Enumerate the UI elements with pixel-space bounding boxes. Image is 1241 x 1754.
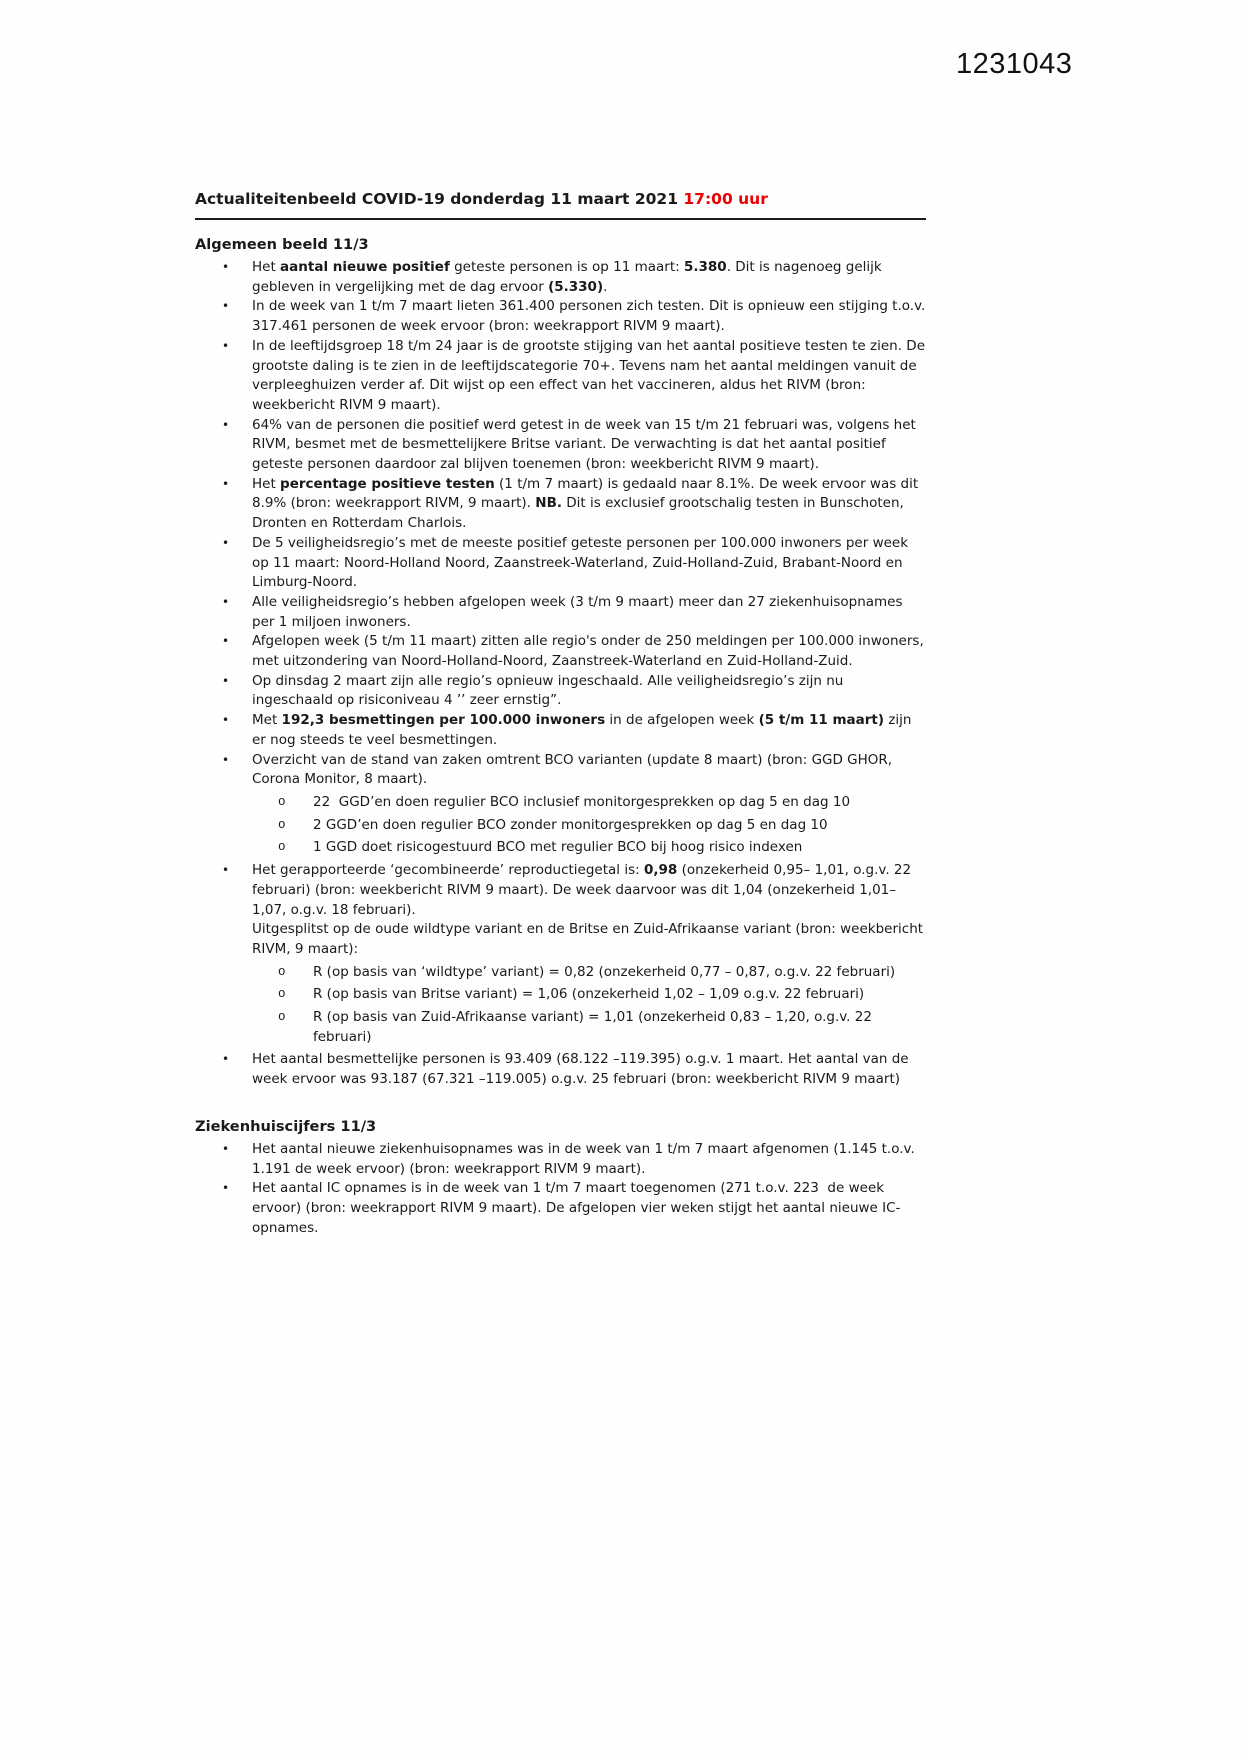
bullet-marker-icon: • (222, 417, 230, 432)
list-item (195, 1140, 926, 1179)
sub-list-item (195, 963, 926, 983)
bullet-marker-icon: • (222, 634, 230, 649)
sub-list-item (195, 838, 926, 858)
list-item-text: 64% van de personen die positief werd getest in de week van 15 t/m 21 februari was, volgens het RIVM, besmet met de besmettelijkere Britse variant. De verwachting is dat het aantal positief geteste personen daardoor zal blijven toenemen (bron: weekbericht RIVM 9 maart). (252, 416, 916, 473)
page-number: 1231043 (956, 48, 1073, 80)
list-item-text: Het aantal besmettelijke personen is 93.409 (68.122 –119.395) o.g.v. 1 maart. Het aantal van de week ervoor was 93.187 (67.321 –119.005) o.g.v. 25 februari (bron: weekbericht RIVM 9 maart) (252, 1051, 909, 1088)
list-item (195, 297, 926, 336)
bullet-marker-icon: • (222, 752, 230, 767)
list-item (195, 1050, 926, 1089)
document-title-text: Actualiteitenbeeld COVID-19 donderdag 11 maart 2021 (195, 190, 684, 208)
list-item-text: Afgelopen week (5 t/m 11 maart) zitten alle regio's onder de 250 meldingen per 100.000 inwoners, met uitzondering van Noord-Holland-Noord, Zaanstreek-Waterland en Zuid-Holland-Zuid. (252, 633, 924, 670)
document-content (195, 190, 926, 1238)
document-sections (195, 235, 926, 1238)
sub-list-item (195, 1008, 926, 1047)
list-item (195, 593, 926, 632)
list-item (195, 416, 926, 475)
list-item-text: Het percentage positieve testen (1 t/m 7 maart) is gedaald naar 8.1%. De week ervoor was dit 8.9% (bron: weekrapport RIVM, 9 maart). NB. Dit is exclusief grootschalig testen in Bunschoten, Dronten en Rotterdam Charlois. (252, 475, 919, 532)
bullet-marker-icon: • (222, 1181, 230, 1196)
bullet-marker-icon: • (222, 260, 230, 274)
bullet-marker-icon: • (222, 338, 230, 353)
bullet-marker-icon: • (222, 594, 230, 609)
list-item (195, 861, 926, 920)
list-item (195, 534, 926, 593)
circle-marker-icon: o (278, 817, 286, 832)
circle-marker-icon: o (278, 794, 286, 809)
bullet-marker-icon: • (222, 476, 230, 491)
list-item-text: De 5 veiligheidsregio’s met de meeste positief geteste personen per 100.000 inwoners per week op 11 maart: Noord-Holland Noord, Zaanstreek-Waterland, Zuid-Holland-Zuid, Brabant-Noord en Limburg-Noord. (252, 534, 909, 591)
list-item-continuation (195, 920, 926, 959)
list-item (195, 475, 926, 534)
circle-marker-icon: o (278, 840, 286, 855)
list-item (195, 1179, 926, 1238)
list-item-text: Het aantal nieuwe positief geteste personen is op 11 maart: 5.380. Dit is nagenoeg gelijk gebleven in vergelijking met de dag ervoor (5.330). (252, 259, 882, 295)
sub-list-item (195, 793, 926, 813)
list-item (195, 632, 926, 671)
list-item-text: 1 GGD doet risicogestuurd BCO met regulier BCO bij hoog risico indexen (313, 839, 803, 856)
section-heading: Algemeen beeld 11/3 (195, 236, 369, 253)
list-item (195, 258, 926, 297)
bullet-marker-icon: • (222, 673, 230, 688)
bullet-marker-icon: • (222, 863, 230, 878)
sub-list-item (195, 816, 926, 836)
list-item (195, 711, 926, 750)
list-item-text: 22 GGD’en doen regulier BCO inclusief monitorgesprekken op dag 5 en dag 10 (313, 793, 851, 810)
list-item-text: In de week van 1 t/m 7 maart lieten 361.400 personen zich testen. Dit is opnieuw een stijging t.o.v. 317.461 personen de week ervoor (bron: weekrapport RIVM 9 maart). (252, 298, 926, 335)
bullet-marker-icon: • (222, 713, 230, 728)
sub-list-item (195, 985, 926, 1005)
section-heading: Ziekenhuiscijfers 11/3 (195, 1117, 377, 1135)
document-title-time: 17:00 uur (683, 190, 768, 208)
list-item (195, 337, 926, 416)
bullet-marker-icon: • (222, 1141, 230, 1156)
list-item-text: Het aantal IC opnames is in de week van 1 t/m 7 maart toegenomen (271 t.o.v. 223 de week ervoor) (bron: weekrapport RIVM 9 maart). De afgelopen vier weken stijgt het aantal nieuwe IC-opnames. (252, 1180, 901, 1236)
list-item-text: Op dinsdag 2 maart zijn alle regio’s opnieuw ingeschaald. Alle veiligheidsregio’s zijn nu ingeschaald op risiconiveau 4 ’’ zeer ernstig”. (252, 672, 844, 709)
list-item-text: Alle veiligheidsregio’s hebben afgelopen week (3 t/m 9 maart) meer dan 27 ziekenhuisopnames per 1 miljoen inwoners. (252, 593, 903, 630)
list-item (195, 672, 926, 711)
list-item-text: Met 192,3 besmettingen per 100.000 inwoners in de afgelopen week (5 t/m 11 maart) zijn er nog steeds te veel besmettingen. (252, 712, 912, 748)
bullet-marker-icon: • (222, 299, 230, 314)
list-item-text: Overzicht van de stand van zaken omtrent BCO varianten (update 8 maart) (bron: GGD GHOR, Corona Monitor, 8 maart). (252, 751, 893, 788)
list-item-text: R (op basis van Britse variant) = 1,06 (onzekerheid 1,02 – 1,09 o.g.v. 22 februari) (313, 986, 865, 1003)
list-item-text: Uitgesplitst op de oude wildtype variant en de Britse en Zuid-Afrikaanse variant (bron: weekbericht RIVM, 9 maart): (252, 921, 924, 957)
list-item (195, 751, 926, 790)
circle-marker-icon: o (278, 964, 286, 979)
list-item-text: R (op basis van Zuid-Afrikaanse variant) = 1,01 (onzekerheid 0,83 – 1,20, o.g.v. 22 februari) (313, 1009, 872, 1045)
circle-marker-icon: o (278, 1010, 286, 1025)
list-item-text: R (op basis van ‘wildtype’ variant) = 0,82 (onzekerheid 0,77 – 0,87, o.g.v. 22 februari) (313, 963, 896, 980)
list-item-text: 2 GGD’en doen regulier BCO zonder monitorgesprekken op dag 5 en dag 10 (313, 816, 828, 833)
list-item-text: Het aantal nieuwe ziekenhuisopnames was in de week van 1 t/m 7 maart afgenomen (1.145 t.o.v. 1.191 de week ervoor) (bron: weekrapport RIVM 9 maart). (252, 1140, 915, 1177)
list-item-text: Het gerapporteerde ‘gecombineerde’ reproductiegetal is: 0,98 (onzekerheid 0,95– 1,01, o.g.v. 22 februari) (bron: weekbericht RIVM 9 maart). De week daarvoor was dit 1,04 (onzekerheid 1,01– 1,07, o.g.v. 18 februari). (252, 862, 912, 918)
bullet-marker-icon: • (222, 535, 230, 550)
document-title (195, 190, 926, 220)
circle-marker-icon: o (278, 987, 286, 1002)
list-item-text: In de leeftijdsgroep 18 t/m 24 jaar is de grootste stijging van het aantal positieve testen te zien. De grootste daling is te zien in de leeftijdscategorie 70+. Tevens nam het aantal meldingen vanuit de verpleeghuizen verder af. Dit wijst op een effect van het vaccineren, aldus het RIVM (bron: weekbericht RIVM 9 maart). (252, 337, 926, 413)
bullet-marker-icon: • (222, 1052, 230, 1067)
